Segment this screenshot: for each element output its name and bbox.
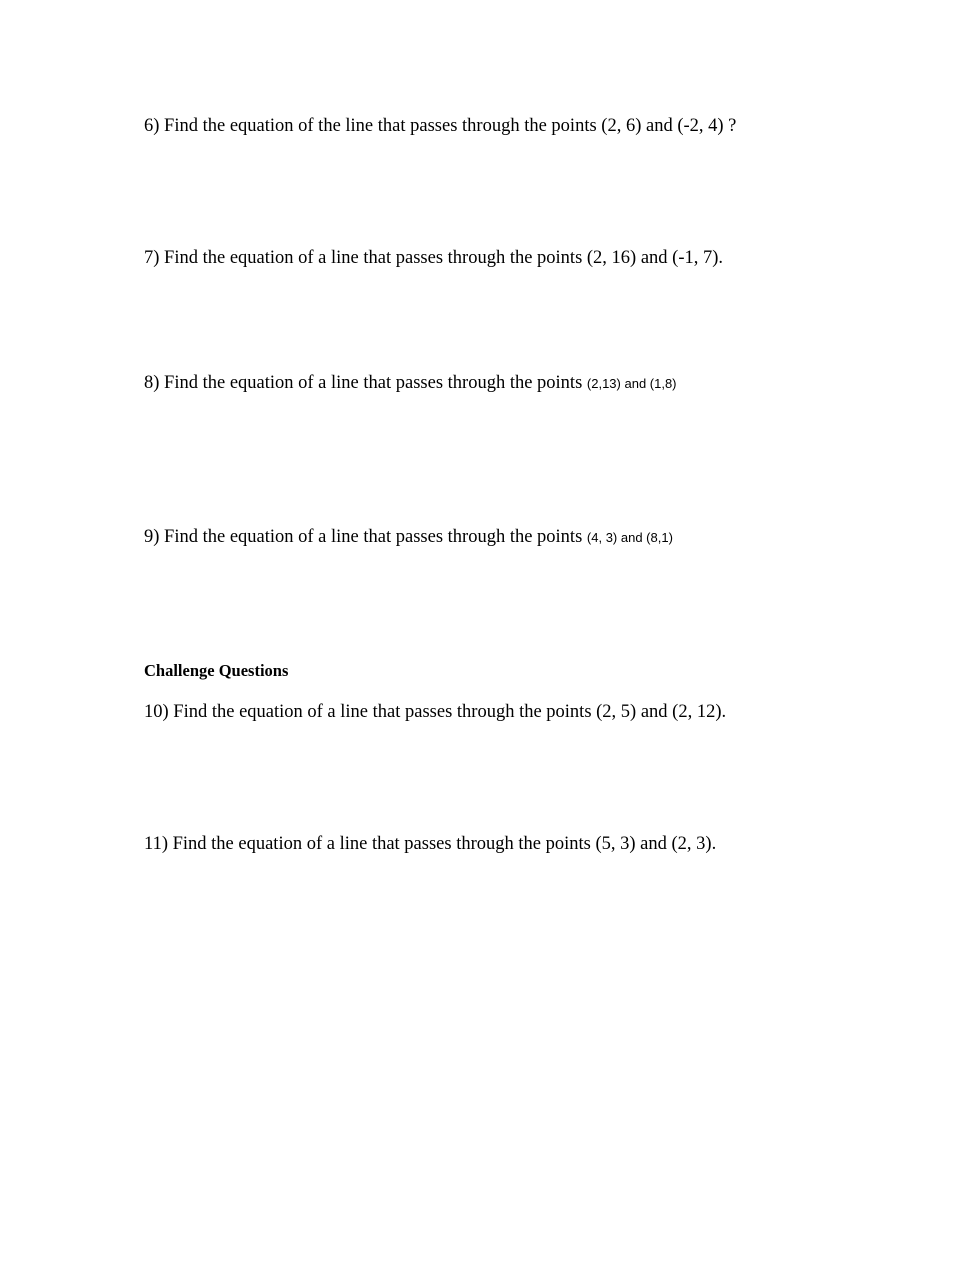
question-9-points: (4, 3) and (8,1) bbox=[586, 530, 673, 545]
question-11 bbox=[144, 833, 716, 855]
question-6-text: 6) Find the equation of the line that passes through the points (2, 6) and (-2, 4) ? bbox=[144, 116, 737, 136]
question-10 bbox=[144, 701, 726, 723]
question-8-text: 8) Find the equation of a line that passes through the points bbox=[144, 373, 583, 393]
question-7-text: 7) Find the equation of a line that passes through the points (2, 16) and (-1, 7). bbox=[144, 248, 724, 268]
question-7 bbox=[144, 247, 723, 269]
challenge-heading: Challenge Questions bbox=[144, 661, 289, 680]
question-8-points: (2,13) and (1,8) bbox=[586, 376, 677, 391]
question-9-text: 9) Find the equation of a line that passes through the points bbox=[144, 527, 583, 547]
question-8 bbox=[144, 372, 677, 395]
question-9 bbox=[144, 526, 673, 549]
question-6 bbox=[144, 115, 736, 137]
question-11-text: 11) Find the equation of a line that passes through the points (5, 3) and (2, 3). bbox=[144, 834, 717, 854]
question-10-text: 10) Find the equation of a line that passes through the points (2, 5) and (2, 12). bbox=[144, 702, 727, 722]
